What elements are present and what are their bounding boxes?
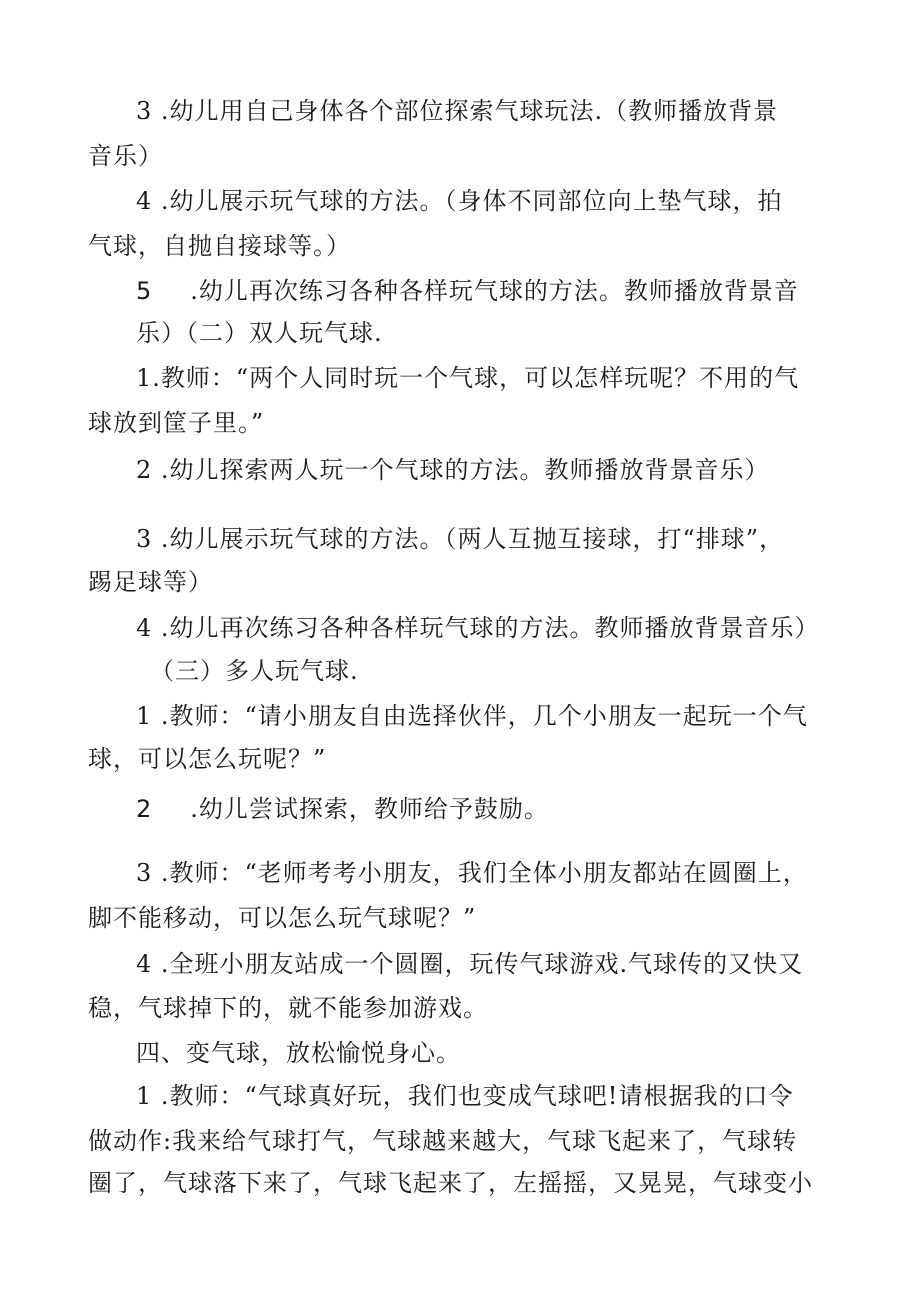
paragraph-line: 1.教师：“两个人同时玩一个气球，可以怎样玩呢？不用的气 [136,364,800,392]
paragraph-line: 脚不能移动，可以怎么玩气球呢？” [88,904,477,932]
paragraph-line: 4 .全班小朋友站成一个圆圈，玩传气球游戏.气球传的又快又 [136,950,804,978]
paragraph-line: 圈了，气球落下来了，气球飞起来了，左摇摇，又晃晃，气球变小 [88,1169,813,1197]
paragraph-line: 气球，自抛自接球等。） [88,232,351,260]
paragraph-line: 做动作:我来给气球打气，气球越来越大，气球飞起来了，气球转 [88,1127,798,1155]
paragraph-line: 2 .幼儿探索两人玩一个气球的方法。教师播放背景音乐） [136,456,770,484]
paragraph-line: 3 .幼儿展示玩气球的方法。（两人互抛互接球，打“排球”， [136,525,785,553]
paragraph-line [136,276,799,306]
paragraph-line: 4 .幼儿展示玩气球的方法。（身体不同部位向上垫气球，拍 [136,187,783,215]
paragraph-line: 踢足球等） [88,568,213,596]
item-number: 5 [136,277,153,305]
paragraph-line: 4 .幼儿再次练习各种各样玩气球的方法。教师播放背景音乐） [136,614,820,642]
paragraph-line: 稳，气球掉下的，就不能参加游戏。 [88,994,488,1022]
paragraph-line: 球，可以怎么玩呢？” [88,745,327,773]
paragraph-line: （三）多人玩气球. [150,657,359,685]
item-number: 2 [136,795,153,823]
paragraph-line: 音乐） [88,142,163,170]
section-heading: 四、变气球，放松愉悦身心。 [136,1039,461,1067]
item-text: .幼儿尝试探索，教师给予鼓励。 [190,795,549,823]
paragraph-line: 3 .教师：“老师考考小朋友，我们全体小朋友都站在圆圈上， [136,859,808,887]
paragraph-line: 1 .教师：“气球真好玩，我们也变成气球吧!请根据我的口令 [136,1082,794,1110]
item-text: .幼儿再次练习各种各样玩气球的方法。教师播放背景音 [190,277,799,305]
paragraph-line: 1 .教师：“请小朋友自由选择伙伴，几个小朋友一起玩一个气 [136,702,808,730]
paragraph-line: 3 .幼儿用自己身体各个部位探索气球玩法.（教师播放背景 [136,97,779,125]
paragraph-line [136,794,549,824]
paragraph-line: 乐）（二）双人玩气球. [136,319,383,347]
paragraph-line: 球放到筐子里。” [88,409,265,437]
